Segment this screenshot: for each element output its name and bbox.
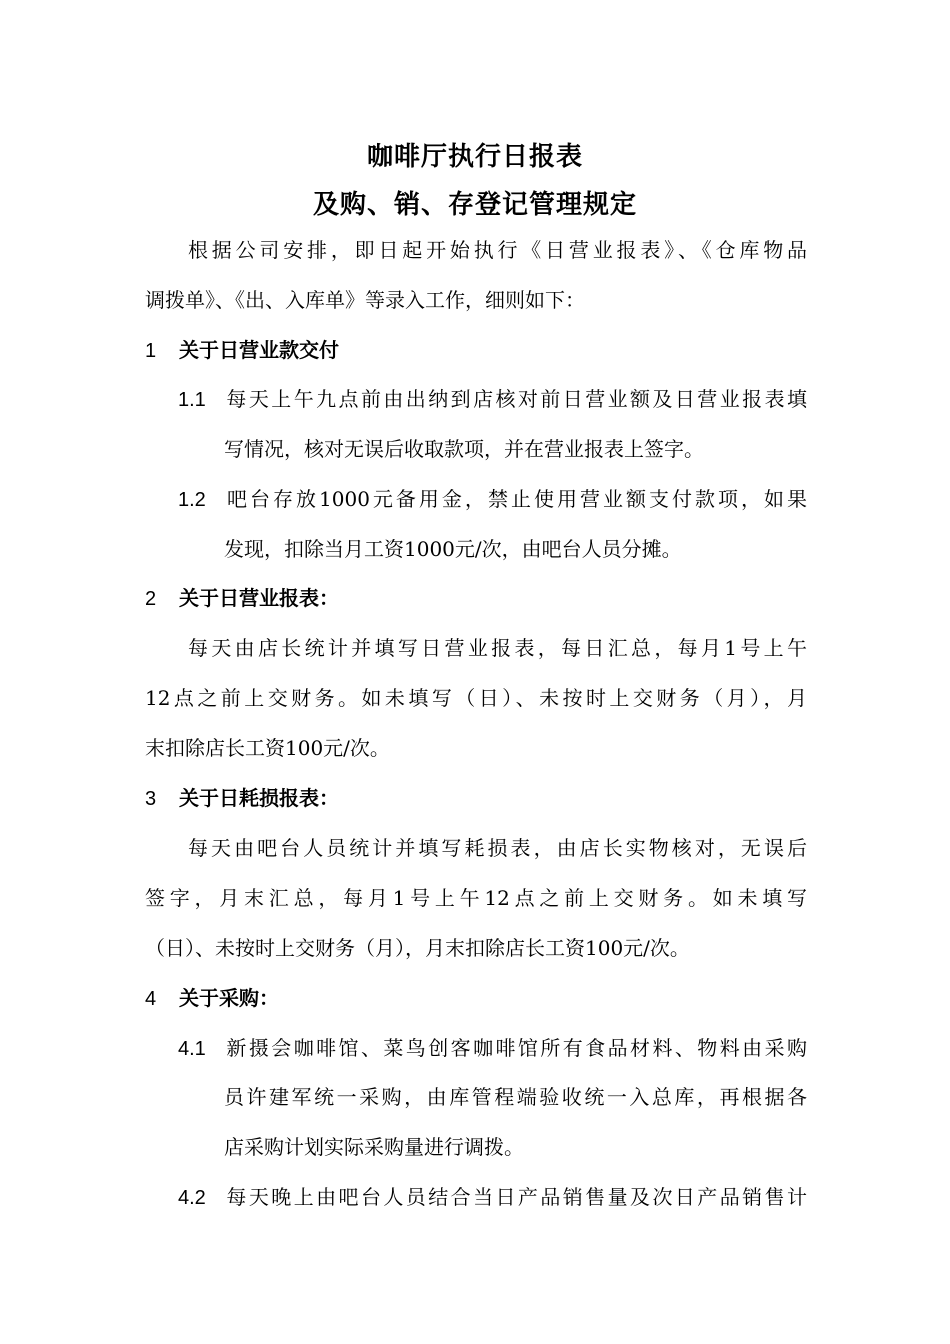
item-text-cont: 写情况，核对无误后收取款项，并在营业报表上签字。: [224, 437, 704, 461]
item-text: 每天晚上由吧台人员结合当日产品销售量及次日产品销售计: [224, 1185, 807, 1209]
section-number: 2: [145, 588, 157, 610]
list-item: [178, 386, 807, 413]
item-text-cont: 员许建军统一采购，由库管程端验收统一入总库，再根据各: [224, 1085, 807, 1109]
item-number: 4.1: [178, 1038, 206, 1060]
paragraph-line: 签字，月末汇总，每月1号上午12点之前上交财务。如未填写: [145, 886, 807, 910]
section-title: 关于日耗损报表：: [179, 786, 339, 810]
section-heading: [145, 585, 807, 612]
item-number: 1.2: [178, 489, 206, 511]
item-text: 每天上午九点前由出纳到店核对前日营业额及日营业报表填: [224, 387, 807, 411]
section-number: 3: [145, 788, 157, 810]
paragraph-line: 末扣除店长工资100元/次。: [145, 736, 390, 760]
list-item: [178, 486, 807, 513]
section-number: 1: [145, 340, 157, 362]
paragraph-line: 每天由店长统计并填写日营业报表，每日汇总，每月1号上午: [188, 636, 807, 660]
list-item: [178, 1035, 807, 1062]
section-heading: [145, 337, 807, 364]
section-title: 关于日营业报表：: [179, 586, 339, 610]
section-number: 4: [145, 988, 157, 1010]
item-number: 4.2: [178, 1187, 206, 1209]
section-heading: [145, 785, 807, 812]
item-text: 新摄会咖啡馆、菜鸟创客咖啡馆所有食品材料、物料由采购: [224, 1036, 807, 1060]
paragraph-line: 12点之前上交财务。如未填写（日）、未按时上交财务（月），月: [145, 686, 807, 710]
intro-line: 调拨单》、《出、入库单》等录入工作，细则如下：: [145, 288, 585, 312]
item-number: 1.1: [178, 389, 206, 411]
item-text-cont: 店采购计划实际采购量进行调拨。: [224, 1135, 524, 1159]
document-title-line1: 咖啡厅执行日报表: [366, 142, 583, 172]
paragraph-line: 每天由吧台人员统计并填写耗损表，由店长实物核对，无误后: [188, 836, 807, 860]
item-text: 吧台存放1000元备用金，禁止使用营业额支付款项，如果: [224, 487, 807, 511]
intro-line: 根据公司安排，即日起开始执行《日营业报表》、《仓库物品: [188, 238, 807, 262]
section-title: 关于日营业款交付: [179, 338, 339, 362]
section-heading: [145, 985, 807, 1012]
document-title-line2: 及购、销、存登记管理规定: [312, 190, 637, 220]
paragraph-line: （日）、未按时上交财务（月），月末扣除店长工资100元/次。: [145, 936, 690, 960]
item-text-cont: 发现，扣除当月工资1000元/次，由吧台人员分摊。: [224, 537, 682, 561]
list-item: [178, 1184, 807, 1211]
section-title: 关于采购：: [179, 986, 279, 1010]
